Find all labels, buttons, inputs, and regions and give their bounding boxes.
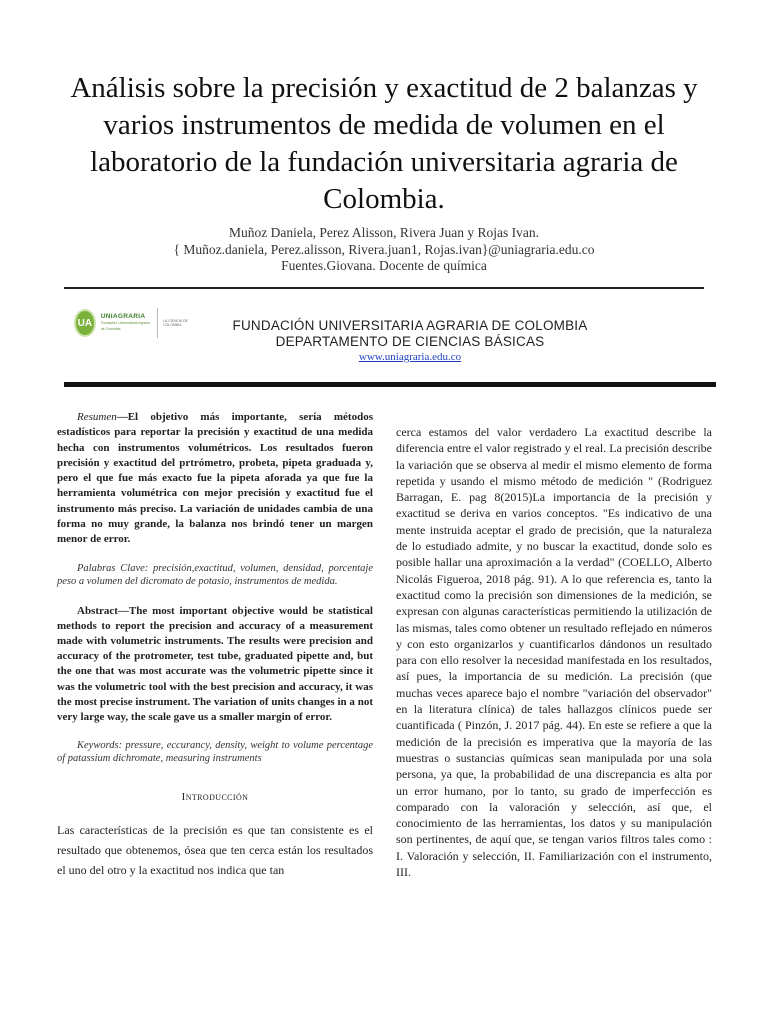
logo-tagline: LA CIENCIA DE COLOMBIA: [163, 318, 188, 327]
department-name: DEPARTAMENTO DE CIENCIAS BÁSICAS: [275, 334, 545, 349]
right-column: [396, 424, 712, 880]
left-column: [57, 410, 373, 880]
keywords-spanish: Palabras Clave: precisión,exactitud, volumen, densidad, porcentaje peso a volumen del dicromato de potasio, instrumentos de medida.: [57, 562, 373, 587]
institution-name: FUNDACIÓN UNIVERSITARIA AGRARIA DE COLOMBIA: [232, 318, 588, 333]
institution-block: [210, 318, 610, 350]
author-names: Muñoz Daniela, Perez Alisson, Rivera Juan y Rojas Ivan.: [228, 225, 540, 240]
intro-paragraph: Las características de la precisión es que tan consistente es el resultado que obtenemos, ósea que ten cerca están los resultados el uno del otro y la exactitud nos indica que tan: [57, 822, 373, 877]
logo-subtitle: Fundación Universitaria Agraria de Colombia: [100, 321, 150, 331]
logo-wordmark: [101, 314, 153, 332]
header-divider-thin: [64, 287, 704, 289]
section-heading-introduction: Introducción: [181, 791, 249, 804]
logo-name: UNIAGRARIA: [100, 313, 146, 320]
keywords-english: Keywords: pressure, eccurancy, density, weight to volume percentage of patassium dichromate, measuring instruments: [57, 740, 373, 765]
right-column-paragraph: cerca estamos del valor verdadero La exactitud describe la diferencia entre el valor registrado y el real. La precisión describe la variación que se observa al medir el mismo elemento de forma repetida y usando el mismo método de medición " (Rodriguez Barragan, E. pag 8(2015)La importancia de la precisión y exactitud se deriva en varios conceptos. "Es indicativo de una mente instruida aceptar el grado de precisión, que la naturaleza de lo estudiado admite, y no buscar la exactitud, donde solo es posible hallar una aproximación a la verdad" (COELLO, Alberto Nicolás Figueroa, 2018 pág. 91). A lo que referencia es, tanto la exactitud como la precisión son dimensiones de la medición, se expresan con algunas características permitiendo la utilización de las mismas, tales como obtener un resultado reflejado en números y con esto organizarlos y cuantificarlos dándonos un resultado para con ello resolver la necesidad manifestada en los resultados, así pues, la importancia de su medición. La precisión (que muchas veces aparece bajo el nombre "variación del observador" en la literatura clínica) de tales hallazgos clínicos puede ser cuantificada ( Pinzón, J. 2017 pág. 44). En este se refiere a que la medición de la precisión es imperativa que la mayoría de las muestras o sustancias químicas sean manipulada por una sola persona, ya que, la probabilidad de una discrepancia es alta por un error humano, por lo tanto, su grado de imperfección es comparado con la valoración y selección, así que, el conocimiento de las herramientas, los datos y su manipulación son pertinentes, de aquí que, se tengan varios filtros tales como : I. Valoración y selección, II. Familiarización con el instrumento, III.: [396, 425, 712, 880]
logo-mark: UA: [74, 309, 96, 337]
institution-url-link[interactable]: www.uniagraria.edu.co: [358, 351, 462, 363]
uniagraria-logo: [74, 301, 196, 345]
abstract-english: Abstract—The most important objective would be statistical methods to report the precision and accuracy of a measurement made with volumetric instruments. The results were precision and accuracy of the protrometer, test tube, graduated pipette and, but the one that was most accurate was the volumetric pipette since it was the volumetric tool with the best precision and accuracy, it was the most precise instrument. The variation of units changes in a not very large way, the scale gave us a smaller margin of error.: [57, 604, 373, 724]
abstract-spanish: [57, 410, 373, 548]
logo-separator: [157, 308, 158, 338]
abstract-spanish-text: —El objetivo más importante, sería métodos estadísticos para reportar la precisión y exactitud de una medida hecha con instrumentos volumétricos. Los resultados fueron precisión y exactitud del prtrómetro, probeta, pipeta graduada y, pero el que fue más exacto fue la pipeta aforada ya que fue la herramienta volumétrica con mejor precisión y exactitud fue el instrumento más preciso. La variación de unidades cambia de una forma no muy grande, la balanza nos brindó tener un margen menor de error.: [57, 411, 373, 546]
header-divider-thick: [64, 382, 716, 387]
authors-block: [40, 225, 728, 275]
author-emails: { Muñoz.daniela, Perez.alisson, Rivera.juan1, Rojas.ivan}@uniagraria.edu.co: [173, 241, 595, 257]
paper-title: Análisis sobre la precisión y exactitud de 2 balanzas y varios instrumentos de medida de volumen en el laboratorio de la fundación universitaria agraria de Colombia.: [70, 72, 698, 215]
teacher-line: Fuentes.Giovana. Docente de química: [281, 258, 487, 273]
abstract-lead: Resumen: [77, 411, 117, 423]
